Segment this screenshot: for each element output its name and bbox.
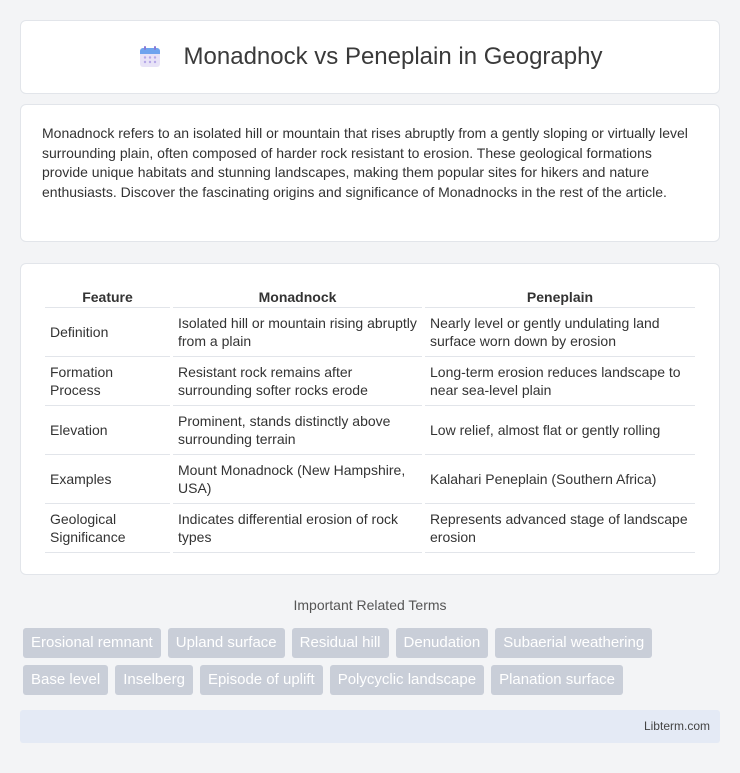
related-term-tag[interactable]: Subaerial weathering: [495, 628, 652, 658]
table-cell-peneplain: Represents advanced stage of landscape erosion: [425, 504, 695, 553]
table-cell-peneplain: Long-term erosion reduces landscape to near sea-level plain: [425, 357, 695, 406]
table-cell-monadnock: Indicates differential erosion of rock types: [173, 504, 422, 553]
table-cell-peneplain: Nearly level or gently undulating land surface worn down by erosion: [425, 308, 695, 357]
table-row: [45, 406, 695, 455]
table-header-feature: Feature: [45, 284, 170, 308]
related-term-tag[interactable]: Denudation: [396, 628, 489, 658]
related-term-tag[interactable]: Erosional remnant: [23, 628, 161, 658]
footer: [20, 710, 720, 743]
table-cell-monadnock: Mount Monadnock (New Hampshire, USA): [173, 455, 422, 504]
calendar-icon: [138, 45, 162, 69]
table-row: [45, 308, 695, 357]
table-header-row: [45, 284, 695, 308]
table-cell-monadnock: Prominent, stands distinctly above surrounding terrain: [173, 406, 422, 455]
page-title: Monadnock vs Peneplain in Geography: [183, 43, 603, 70]
table-header-peneplain: Peneplain: [425, 284, 695, 308]
related-terms-title: Important Related Terms: [293, 597, 447, 613]
intro-card: [20, 104, 720, 242]
related-term-tag[interactable]: Base level: [23, 665, 108, 695]
header: [138, 43, 603, 71]
header-card: [20, 20, 720, 94]
table-cell-feature: Definition: [45, 308, 170, 357]
intro-paragraph: Monadnock refers to an isolated hill or mountain that rises abruptly from a gently sloping or virtually level surrounding plain, often composed of harder rock resistant to erosion. These geological formations provide unique habitats and stunning landscapes, making them popular sites for hikers and nature enthusiasts. Discover the fascinating origins and significance of Monadnocks in the rest of the article.: [42, 125, 688, 200]
table-row: [45, 357, 695, 406]
table-cell-monadnock: Isolated hill or mountain rising abruptly from a plain: [173, 308, 422, 357]
related-term-tag[interactable]: Polycyclic landscape: [330, 665, 484, 695]
table-cell-feature: Examples: [45, 455, 170, 504]
table-cell-peneplain: Low relief, almost flat or gently rolling: [425, 406, 695, 455]
related-term-tag[interactable]: Upland surface: [168, 628, 285, 658]
comparison-table-card: [20, 263, 720, 575]
table-header-monadnock: Monadnock: [173, 284, 422, 308]
table-row: [45, 504, 695, 553]
table-cell-feature: Geological Significance: [45, 504, 170, 553]
comparison-table: [42, 284, 698, 553]
related-term-tag[interactable]: Residual hill: [292, 628, 389, 658]
related-term-tag[interactable]: Inselberg: [115, 665, 193, 695]
table-row: [45, 455, 695, 504]
footer-site-link[interactable]: Libterm.com: [643, 719, 710, 733]
table-cell-peneplain: Kalahari Peneplain (Southern Africa): [425, 455, 695, 504]
table-cell-feature: Elevation: [45, 406, 170, 455]
related-term-tag[interactable]: Episode of uplift: [200, 665, 323, 695]
table-cell-monadnock: Resistant rock remains after surrounding softer rocks erode: [173, 357, 422, 406]
table-cell-feature: Formation Process: [45, 357, 170, 406]
related-term-tag[interactable]: Planation surface: [491, 665, 623, 695]
related-terms-tags: [23, 628, 723, 695]
